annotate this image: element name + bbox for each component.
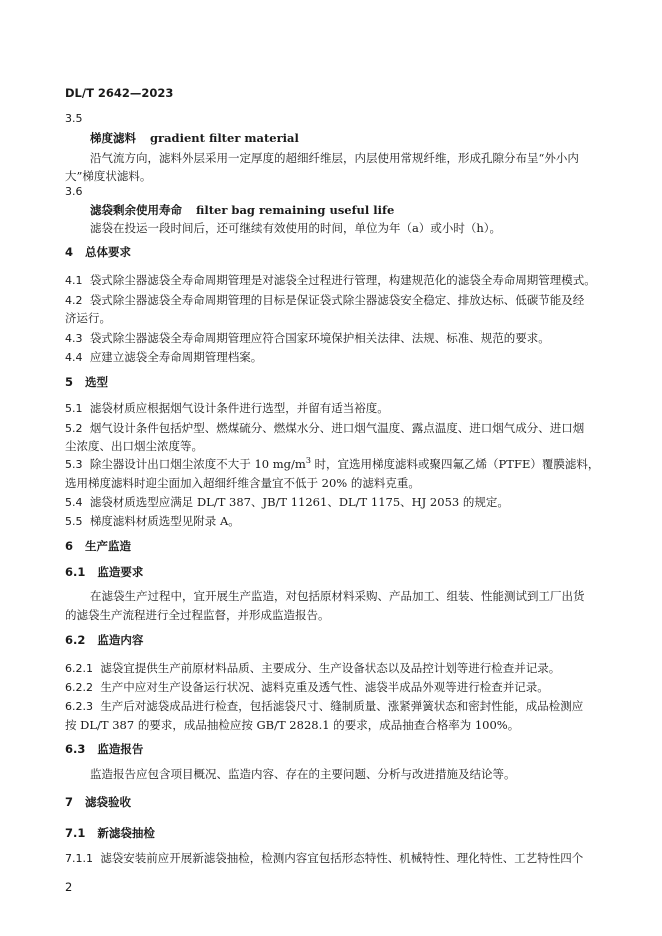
clause-5-3-text-a: 除尘器设计出口烟尘浓度不大于 10 mg/m <box>89 457 306 471</box>
section-7-title: 滤袋验收 <box>85 795 132 809</box>
term-3-5-en: gradient filter material <box>150 131 299 145</box>
clause-4-2-text: 袋式除尘器滤袋全寿命周期管理的目标是保证袋式除尘器滤袋安全稳定、排放达标、低碳节能及经 <box>89 293 585 307</box>
clause-6-1-line2: 的滤袋生产流程进行全过程监督，并形成监造报告。 <box>65 608 330 622</box>
clause-4-2-line1 <box>65 292 584 308</box>
clause-6-1-line1: 在滤袋生产过程中，宜开展生产监造，对包括原材料采购、产品加工、组装、性能测试到工厂出货 <box>90 589 585 603</box>
clause-4-2-number: 4.2 <box>65 294 83 307</box>
subsection-6-3-number: 6.3 <box>65 742 86 756</box>
section-4-number: 4 <box>65 245 74 259</box>
clause-4-2-line2: 济运行。 <box>65 311 111 325</box>
clause-4-3-text: 袋式除尘器滤袋全寿命周期管理应符合国家环境保护相关法律、法规、标准、规范的要求。 <box>89 331 550 345</box>
clause-4-4-number: 4.4 <box>65 351 83 364</box>
clause-5-3-superscript: 3 <box>305 456 311 466</box>
subsection-6-3-heading <box>65 741 143 757</box>
clause-5-3-number: 5.3 <box>65 458 83 471</box>
term-3-5 <box>90 130 299 146</box>
clause-7-1-1 <box>65 850 583 866</box>
subsection-7-1-number: 7.1 <box>65 826 86 840</box>
clause-4-4 <box>65 349 262 365</box>
subsection-7-1-title: 新滤袋抽检 <box>97 826 155 840</box>
clause-5-1-text: 滤袋材质应根据烟气设计条件进行选型，并留有适当裕度。 <box>89 401 389 415</box>
clause-5-2-line2: 尘浓度、出口烟尘浓度等。 <box>65 439 203 453</box>
clause-6-2-1-number: 6.2.1 <box>65 662 93 675</box>
clause-3-5-number: 3.5 <box>65 112 83 125</box>
clause-4-3 <box>65 330 550 346</box>
clause-5-4 <box>65 494 509 510</box>
clause-5-2-text: 烟气设计条件包括炉型、燃煤硫分、燃煤水分、进口烟气温度、露点温度、进口烟气成分、进口烟 <box>89 421 585 435</box>
clause-6-2-2 <box>65 679 549 695</box>
document-header: DL/T 2642—2023 <box>65 86 174 100</box>
section-4-heading <box>65 244 131 260</box>
section-4-title: 总体要求 <box>85 245 132 259</box>
section-7-number: 7 <box>65 795 74 809</box>
clause-5-3-text-b: 时，宜选用梯度滤料或聚四氟乙烯（PTFE）覆膜滤料， <box>310 457 600 471</box>
term-3-5-definition-line2: 大”梯度状滤料。 <box>65 169 152 183</box>
clause-6-2-2-text: 生产中应对生产设备运行状况、滤料克重及透气性、滤袋半成品外观等进行检查并记录。 <box>100 680 549 694</box>
page-number: 2 <box>65 880 73 894</box>
clause-5-5 <box>65 513 240 529</box>
section-6-heading <box>65 538 131 554</box>
clause-5-1-number: 5.1 <box>65 402 83 415</box>
clause-5-4-text: 滤袋材质选型应满足 DL/T 387、JB/T 11261、DL/T 1175、HJ 2053 的规定。 <box>89 495 509 509</box>
subsection-6-1-number: 6.1 <box>65 565 86 579</box>
term-3-6-definition: 滤袋在投运一段时间后，还可继续有效使用的时间，单位为年（a）或小时（h）。 <box>90 221 502 235</box>
term-3-5-definition-line1: 沿气流方向，滤料外层采用一定厚度的超细纤维层，内层使用常规纤维，形成孔隙分布呈“外小内 <box>90 151 579 165</box>
clause-7-1-1-number: 7.1.1 <box>65 852 93 865</box>
section-5-heading <box>65 374 108 390</box>
clause-5-1 <box>65 400 389 416</box>
section-7-heading <box>65 794 131 810</box>
section-5-number: 5 <box>65 375 74 389</box>
clause-6-2-1 <box>65 660 560 676</box>
term-3-6-en: filter bag remaining useful life <box>196 203 395 217</box>
clause-5-5-number: 5.5 <box>65 515 83 528</box>
clause-5-2-line1 <box>65 420 584 436</box>
clause-6-2-3-line1 <box>65 698 583 714</box>
term-3-6-cn: 滤袋剩余使用寿命 <box>90 203 182 217</box>
clause-6-2-3-text: 生产后对滤袋成品进行检查，包括滤袋尺寸、缝制质量、涨紧弹簧状态和密封性能，成品检测应 <box>100 699 584 713</box>
term-3-5-cn: 梯度滤料 <box>90 131 136 145</box>
clause-3-6-number: 3.6 <box>65 185 83 198</box>
subsection-6-2-title: 监造内容 <box>97 633 144 647</box>
clause-4-3-number: 4.3 <box>65 332 83 345</box>
section-6-title: 生产监造 <box>85 539 132 553</box>
subsection-6-2-heading <box>65 632 143 648</box>
term-3-6 <box>90 202 394 218</box>
subsection-6-2-number: 6.2 <box>65 633 86 647</box>
clause-5-5-text: 梯度滤料材质选型见附录 A。 <box>89 514 240 528</box>
clause-7-1-1-text: 滤袋安装前应开展新滤袋抽检，检测内容宜包括形态特性、机械特性、理化特性、工艺特性四个 <box>100 851 584 865</box>
clause-5-4-number: 5.4 <box>65 496 83 509</box>
clause-4-4-text: 应建立滤袋全寿命周期管理档案。 <box>89 350 263 364</box>
clause-4-1-text: 袋式除尘器滤袋全寿命周期管理是对滤袋全过程进行管理，构建规范化的滤袋全寿命周期管理模式。 <box>89 273 596 287</box>
subsection-6-3-title: 监造报告 <box>97 742 144 756</box>
clause-6-2-3-number: 6.2.3 <box>65 700 93 713</box>
clause-4-1-number: 4.1 <box>65 274 83 287</box>
subsection-6-1-title: 监造要求 <box>97 565 144 579</box>
clause-4-1 <box>65 272 596 288</box>
clause-6-2-2-number: 6.2.2 <box>65 681 93 694</box>
subsection-6-1-heading <box>65 564 143 580</box>
clause-6-2-1-text: 滤袋宜提供生产前原材料品质、主要成分、生产设备状态以及品控计划等进行检查并记录。 <box>100 661 561 675</box>
section-6-number: 6 <box>65 539 74 553</box>
clause-6-2-3-line2: 按 DL/T 387 的要求，成品抽检应按 GB/T 2828.1 的要求，成品抽查合格率为 100%。 <box>65 718 520 732</box>
clause-5-3-line1 <box>65 456 599 472</box>
clause-5-3-line2: 选用梯度滤料时迎尘面加入超细纤维含量宜不低于 20% 的滤料克重。 <box>65 476 420 490</box>
section-5-title: 选型 <box>85 375 109 389</box>
subsection-7-1-heading <box>65 825 155 841</box>
clause-5-2-number: 5.2 <box>65 422 83 435</box>
clause-6-3-text: 监造报告应包含项目概况、监造内容、存在的主要问题、分析与改进措施及结论等。 <box>90 767 516 781</box>
